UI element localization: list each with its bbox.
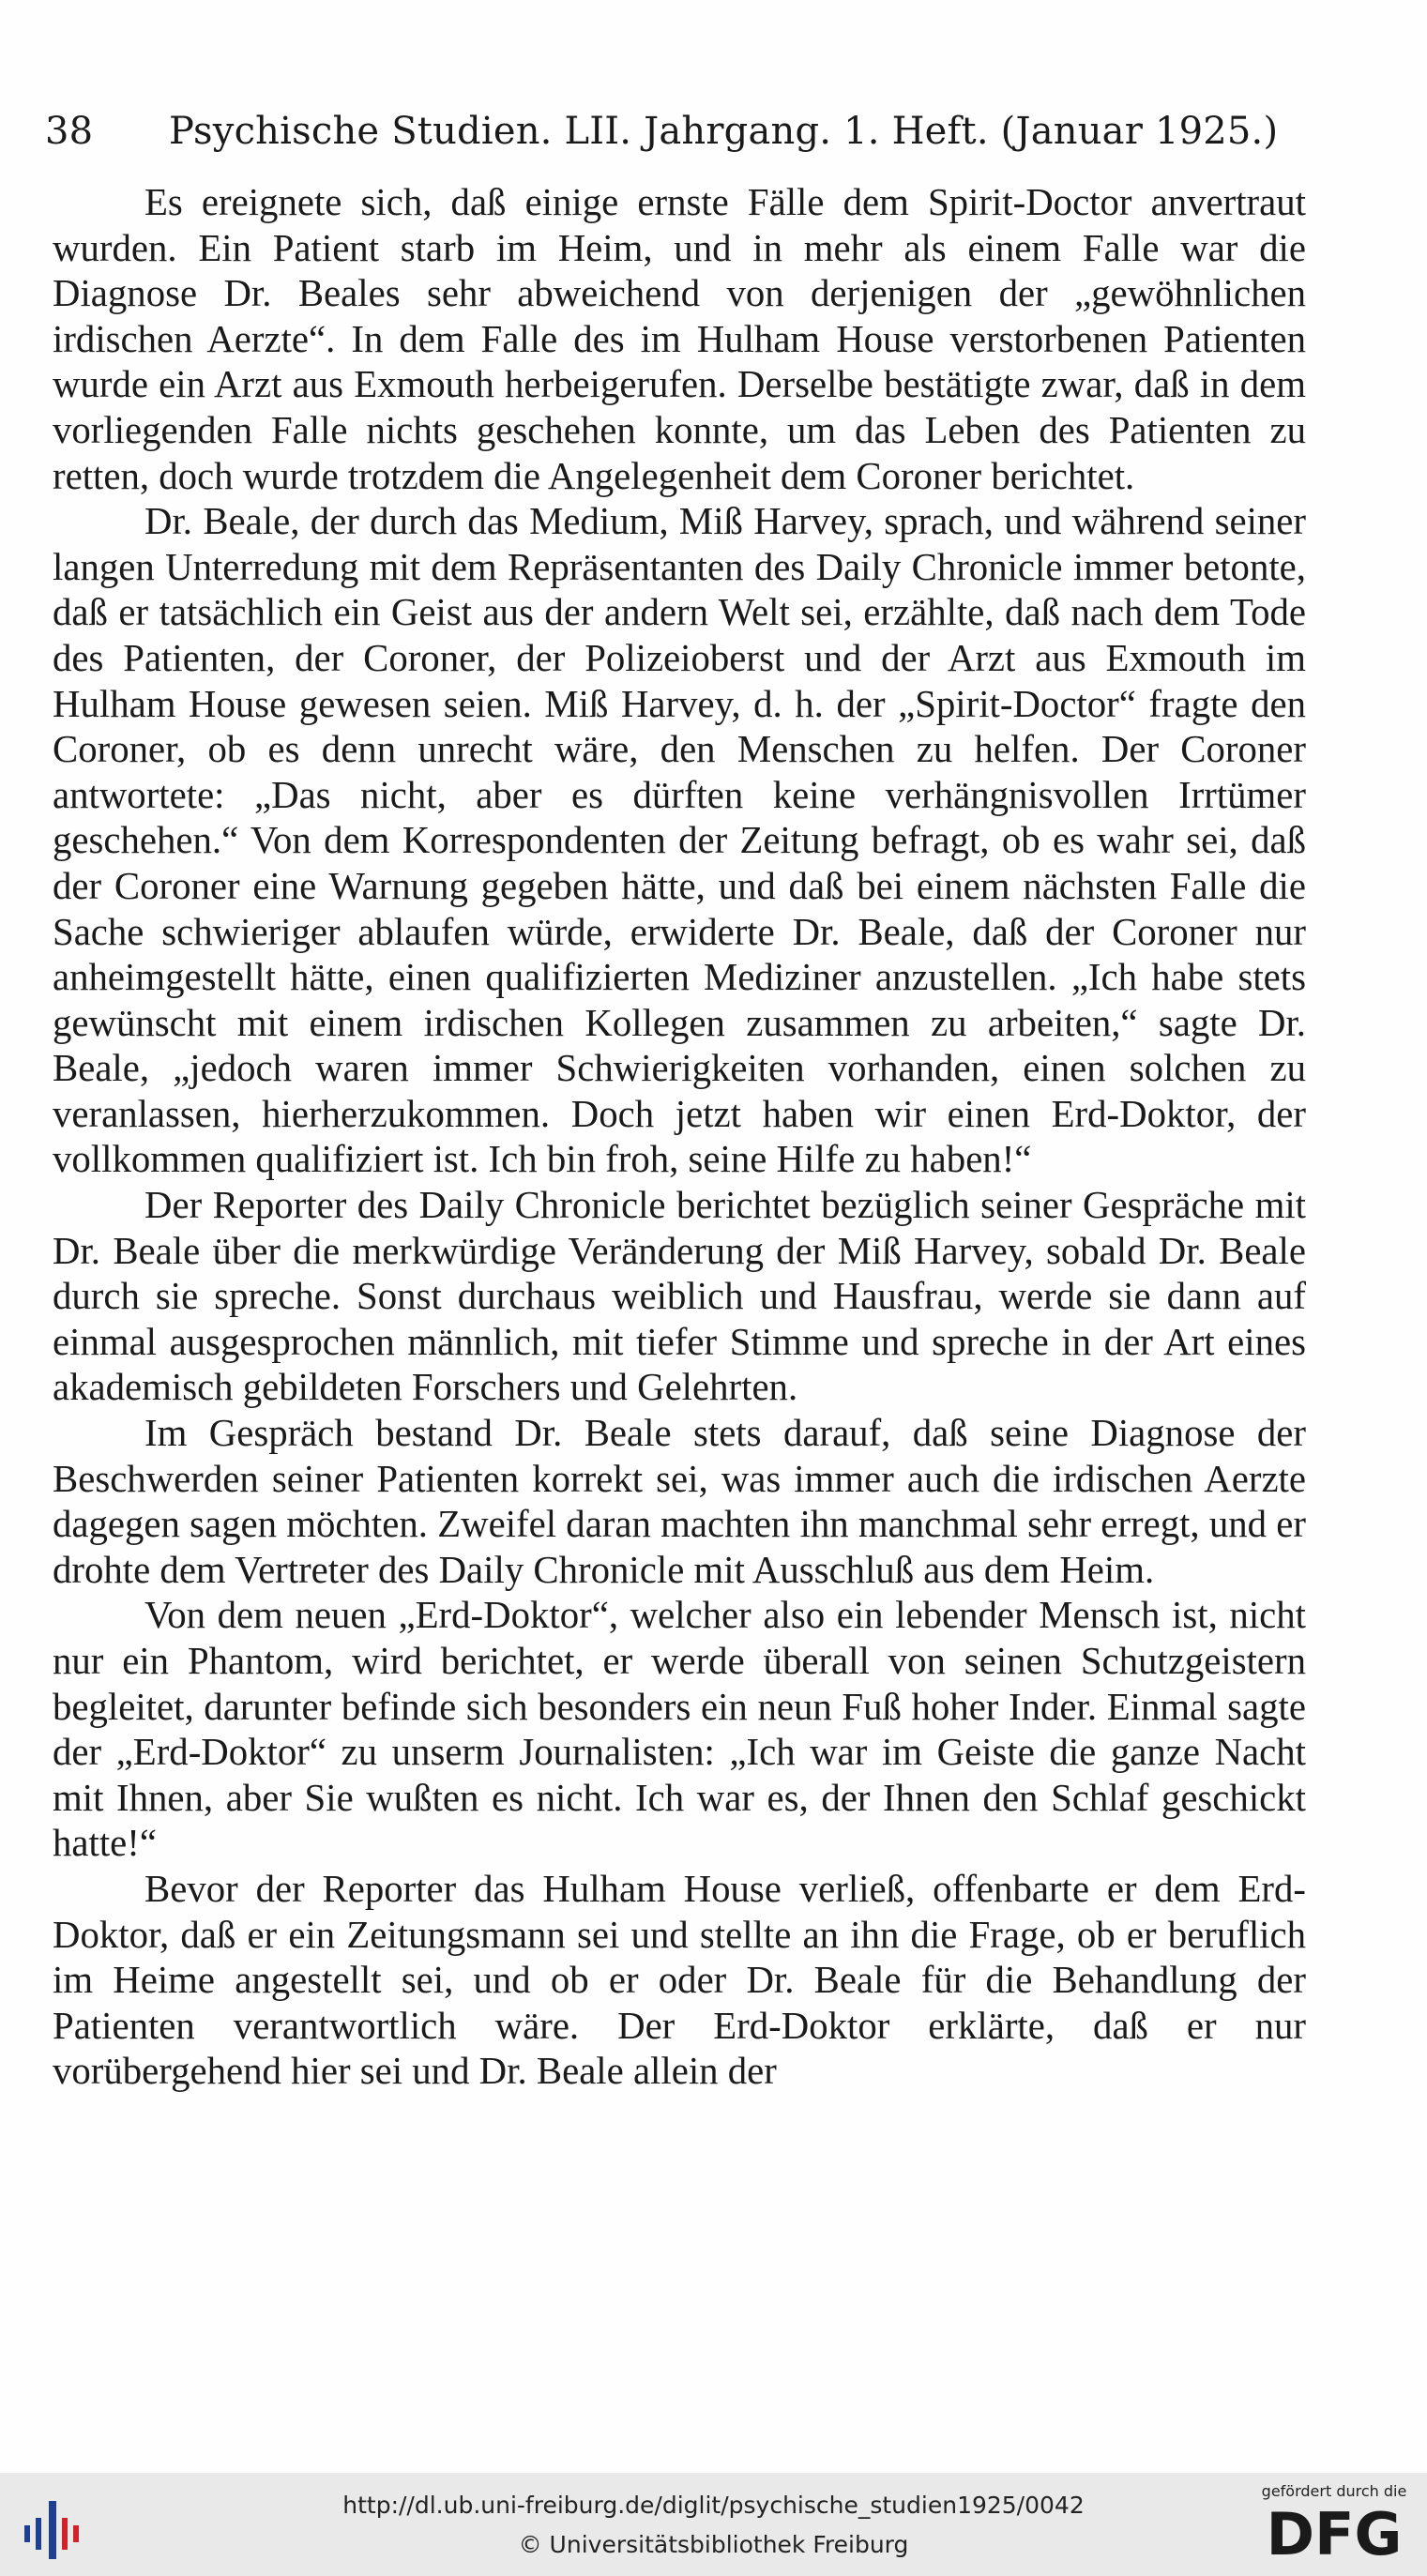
article-body — [53, 180, 1306, 2095]
paragraph-1: Es ereignete sich, daß einige ernste Fälle dem Spirit-Doctor anvertraut wurden. Ein Patient starb im Heim, und in mehr als einem Falle war die Diagnose Dr. Beales sehr abweichend von derjenigen der „gewöhnlichen irdischen Aerzte“. In dem Falle des im Hulham House verstorbenen Patienten wurde ein Arzt aus Exmouth herbeigerufen. Derselbe bestätigte zwar, daß in dem vorliegenden Falle nichts geschehen konnte, um das Leben des Patienten zu retten, doch wurde trotzdem die Angelegenheit dem Coroner berichtet. — [53, 181, 1306, 497]
paragraph-6: Bevor der Reporter das Hulham House verließ, offenbarte er dem Erd-Doktor, daß er ein Zeitungsmann sei und stellte an ihn die Frage, ob er beruflich im Heime angestellt sei, und ob er oder Dr. Beale für die Behandlung der Patienten verantwortlich wäre. Der Erd-Doktor erklärte, daß er nur vorübergehend hier sei und Dr. Beale allein der — [53, 1867, 1306, 2093]
paragraph-5: Von dem neuen „Erd-Doktor“, welcher also ein lebender Mensch ist, nicht nur ein Phantom, wird berichtet, er werde überall von seinen Schutzgeistern begleitet, darunter befinde sich besonders ein neun Fuß hoher Inder. Einmal sagte der „Erd-Doktor“ zu unserm Journalisten: „Ich war im Geiste die ganze Nacht mit Ihnen, aber Sie wußten es nicht. Ich war es, der Ihnen den Schlaf geschickt hatte!“ — [53, 1594, 1306, 1865]
running-title: Psychische Studien. LII. Jahrgang. 1. Heft. (Januar 1925.) — [169, 110, 1279, 153]
permalink-url[interactable]: http://dl.ub.uni-freiburg.de/diglit/psychische_studien1925/0042 — [342, 2492, 1085, 2519]
library-footer — [0, 2473, 1427, 2576]
paragraph-2: Dr. Beale, der durch das Medium, Miß Harvey, sprach, und während seiner langen Unterredung mit dem Repräsentanten des Daily Chronicle immer betonte, daß er tatsächlich ein Geist aus der andern Welt sei, erzählte, daß nach dem Tode des Patienten, der Coroner, der Polizeioberst und der Arzt aus Exmouth im Hulham House gewesen seien. Miß Harvey, d. h. der „Spirit-Doctor“ fragte den Coroner, ob es denn unrecht wäre, den Menschen zu helfen. Der Coroner antwortete: „Das nicht, aber es dürften keine verhängnisvollen Irrtümer geschehen.“ Von dem Korrespondenten der Zeitung befragt, ob es wahr sei, daß der Coroner eine Warnung gegeben hätte, und daß bei einem nächsten Falle die Sache schwieriger ablaufen würde, erwiderte Dr. Beale, daß der Coroner nur anheimgestellt hätte, einen qualifizierten Mediziner anzustellen. „Ich habe stets gewünscht mit einem irdischen Kollegen zusammen zu arbeiten,“ sagte Dr. Beale, „jedoch waren immer Schwierigkeiten vorhanden, einen solchen zu veranlassen, hierherzukommen. Doch jetzt haben wir einen Erd-Doktor, der vollkommen qualifiziert ist. Ich bin froh, seine Hilfe zu haben!“ — [53, 500, 1306, 1181]
page-header — [45, 105, 1302, 158]
paragraph-3: Der Reporter des Daily Chronicle berichtet bezüglich seiner Gespräche mit Dr. Beale über die merkwürdige Veränderung der Miß Harvey, sobald Dr. Beale durch sie spreche. Sonst durchaus weiblich und Hausfrau, werde sie dann auf einmal ausgesprochen männlich, mit tiefer Stimme und spreche in der Art eines akademisch gebildeten Forschers und Gelehrten. — [53, 1184, 1306, 1409]
dfg-funding-note: gefördert durch die — [1261, 2482, 1407, 2500]
copyright-notice: © Universitätsbibliothek Freiburg — [518, 2531, 909, 2558]
dfg-logo — [1254, 2480, 1414, 2570]
dfg-wordmark-icon — [1259, 2502, 1409, 2562]
page-number: 38 — [45, 110, 94, 153]
paragraph-4: Im Gespräch bestand Dr. Beale stets darauf, daß seine Diagnose der Beschwerden seiner Patienten korrekt sei, was immer auch die irdischen Aerzte dagegen sagen möchten. Zweifel daran machten ihn manchmal sehr erregt, und er drohte dem Vertreter des Daily Chronicle mit Ausschluß aus dem Heim. — [53, 1412, 1306, 1591]
svg-text:DFG: DFG — [1266, 2502, 1403, 2562]
